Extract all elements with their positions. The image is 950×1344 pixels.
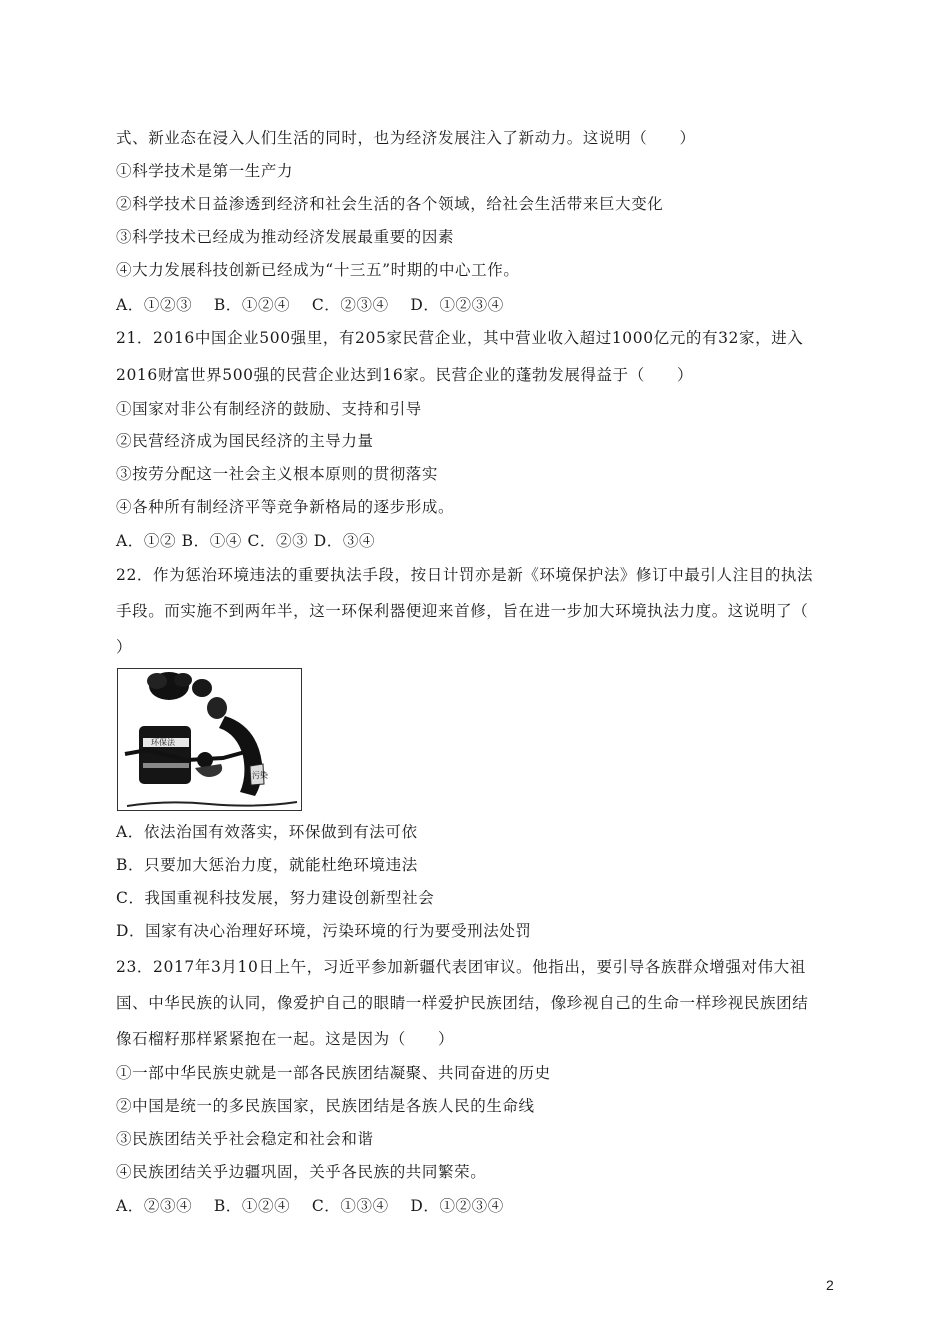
q21-statement-4: ④各种所有制经济平等竞争新格局的逐步形成。: [116, 498, 455, 516]
q23-statement-2: ②中国是统一的多民族国家，民族团结是各族人民的生命线: [116, 1097, 535, 1115]
q20-options: A．①②③ B．①②④ C．②③④ D．①②③④: [116, 296, 504, 314]
q21-options: A．①② B．①④ C．②③ D．③④: [116, 532, 376, 550]
q23-stem-3: 像石榴籽那样紧紧抱在一起。这是因为（ ）: [116, 1030, 455, 1048]
cartoon-right-label: 污染: [252, 771, 268, 780]
q22-option-d: D．国家有决心治理好环境，污染环境的行为要受刑法处罚: [116, 922, 532, 940]
q20-statement-4: ④大力发展科技创新已经成为“十三五”时期的中心工作。: [116, 261, 520, 279]
q23-statement-3: ③民族团结关乎社会稳定和社会和谐: [116, 1130, 374, 1148]
cartoon-illustration: [117, 668, 302, 811]
q22-option-a: A．依法治国有效落实，环保做到有法可依: [116, 823, 418, 841]
q22-option-b: B．只要加大惩治力度，就能杜绝环境违法: [116, 856, 418, 874]
q23-stem-2: 国、中华民族的认同，像爱护自己的眼睛一样爱护民族团结，像珍视自己的生命一样珍视民族团结: [116, 994, 809, 1012]
q22-stem-1: 22．作为惩治环境违法的重要执法手段，按日计罚亦是新《环境保护法》修订中最引人注目的执法: [116, 566, 814, 584]
q21-statement-3: ③按劳分配这一社会主义根本原则的贯彻落实: [116, 465, 439, 483]
q21-statement-1: ①国家对非公有制经济的鼓励、支持和引导: [116, 400, 422, 418]
q23-options: A．②③④ B．①②④ C．①③④ D．①②③④: [116, 1197, 504, 1215]
q23-statement-4: ④民族团结关乎边疆巩固，关乎各民族的共同繁荣。: [116, 1163, 487, 1181]
cartoon-left-label: 环保法: [151, 738, 175, 747]
q22-stem-2: 手段。而实施不到两年半，这一环保利器便迎来首修，旨在进一步加大环境执法力度。这说明了（: [116, 602, 809, 620]
q23-stem-1: 23．2017年3月10日上午，习近平参加新疆代表团审议。他指出，要引导各族群众增强对伟大祖: [116, 958, 806, 976]
q20-statement-2: ②科学技术日益渗透到经济和社会生活的各个领域，给社会生活带来巨大变化: [116, 195, 664, 213]
q23-statement-1: ①一部中华民族史就是一部各民族团结凝聚、共同奋进的历史: [116, 1064, 551, 1082]
q21-stem-2: 2016财富世界500强的民营企业达到16家。民营企业的蓬勃发展得益于（ ）: [116, 366, 694, 384]
q21-stem-1: 21．2016中国企业500强里，有205家民营企业，其中营业收入超过1000亿元的有32家，进入: [116, 329, 804, 347]
q21-statement-2: ②民营经济成为国民经济的主导力量: [116, 432, 374, 450]
page-number: 2: [826, 1277, 834, 1293]
q22-option-c: C．我国重视科技发展，努力建设创新型社会: [116, 889, 435, 907]
q20-stem-cont: 式、新业态在浸入人们生活的同时，也为经济发展注入了新动力。这说明（ ）: [116, 129, 696, 147]
q20-statement-1: ①科学技术是第一生产力: [116, 162, 294, 180]
q22-stem-3: ）: [116, 638, 133, 656]
q20-statement-3: ③科学技术已经成为推动经济发展最重要的因素: [116, 228, 455, 246]
